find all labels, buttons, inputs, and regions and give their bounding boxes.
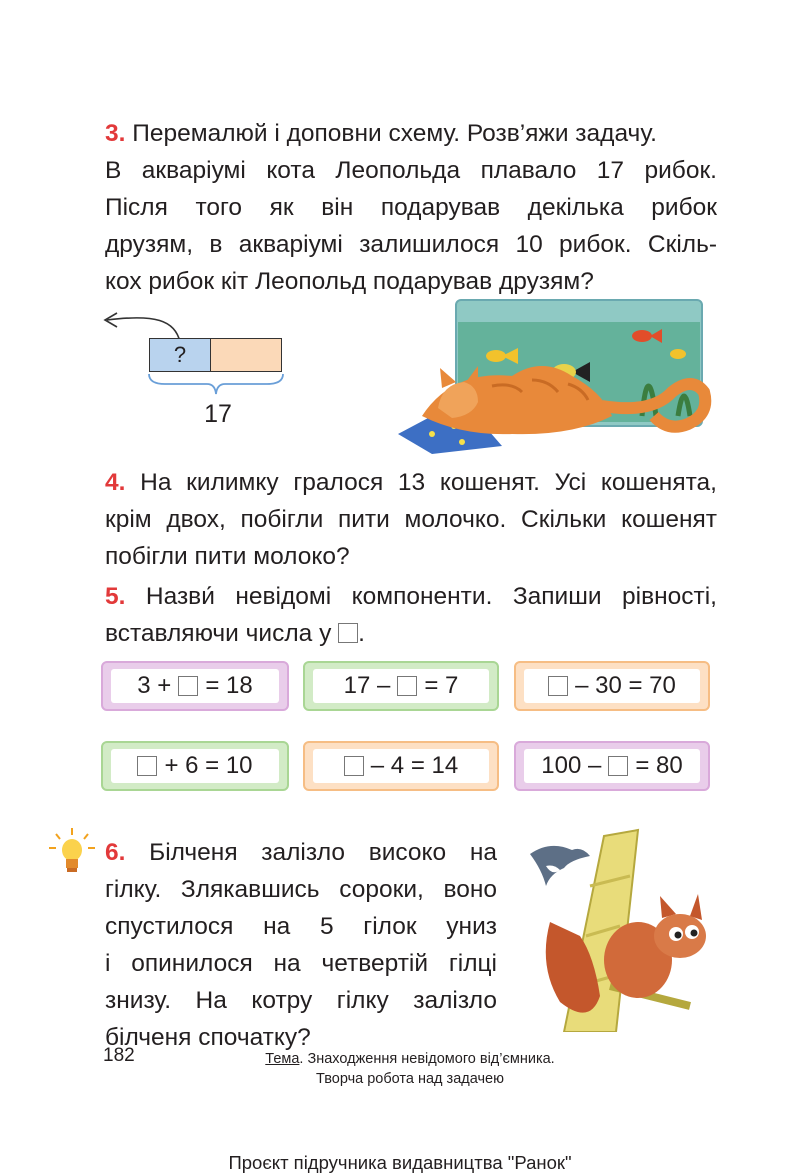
equation-left: 17 –	[343, 672, 391, 699]
task-4-text	[105, 464, 717, 575]
equation-right: – 30 = 70	[575, 672, 676, 699]
equation-right: = 7	[424, 672, 459, 699]
equation-card-3	[514, 661, 710, 711]
task-4-number: 4.	[105, 469, 126, 496]
task-5-line-2: вставляючи числа у	[105, 620, 332, 647]
topic-title: . Знаходження невідомого від’ємника.	[299, 1051, 555, 1067]
topic-caption	[200, 1049, 620, 1089]
answer-box[interactable]	[178, 676, 198, 696]
equation-right: = 80	[635, 752, 683, 779]
task-5-text: 5. Назви́ невідомі компоненти. Запиши рівності, вставляючи числа у .	[105, 583, 717, 647]
task-4-line-2: крім двох, побігли пити молочко. Скільки кошенят	[105, 506, 717, 533]
page-number: 182	[103, 1045, 135, 1066]
equation-left: 3 +	[137, 672, 172, 699]
publisher-note: Проєкт підручника видавництва "Ранок"	[228, 1152, 572, 1173]
equation-card-2	[303, 661, 499, 711]
equation-card-6	[514, 741, 710, 791]
lightbulb-icon	[46, 826, 98, 880]
equation-left: 100 –	[541, 752, 602, 779]
equation-card-5	[303, 741, 499, 791]
squirrel-magpie-illustration	[520, 826, 720, 1032]
answer-box[interactable]	[608, 756, 628, 776]
equation-right: + 6 = 10	[164, 752, 253, 779]
topic-label: Тема	[265, 1051, 300, 1067]
task-6-line-1: Білченя залізло високо на	[149, 839, 497, 866]
task-6-line-4: і опинилося на четвертій гілці	[105, 950, 497, 977]
task-4-line-1: На килимку гралося 13 кошенят. Усі кошенята,	[140, 469, 717, 496]
equation-right: – 4 = 14	[370, 752, 459, 779]
brace-icon	[145, 372, 287, 398]
task-3-text	[105, 115, 717, 300]
scheme-remaining-segment	[210, 338, 282, 372]
answer-box	[338, 623, 358, 643]
task-3-instruction: Перемалюй і доповни схему. Розв’яжи задачу.	[132, 120, 657, 147]
task-4-line-3: побігли пити молоко?	[105, 543, 350, 570]
task-3-line-3: друзям, в акваріумі залишилося 10 рибок. Скіль-	[105, 231, 717, 258]
topic-subtitle: Творча робота над задачею	[316, 1071, 504, 1087]
equation-card-1	[101, 661, 289, 711]
task-3-line-4: кох рибок кіт Леопольд подарував друзям?	[105, 268, 594, 295]
task-6-line-6: білченя спочатку?	[105, 1024, 311, 1051]
task-6-number: 6.	[105, 839, 126, 866]
task-3-number: 3.	[105, 120, 126, 147]
task-3-line-1: В акваріумі кота Леопольда плавало 17 рибок.	[105, 157, 717, 184]
answer-box[interactable]	[397, 676, 417, 696]
answer-box[interactable]	[548, 676, 568, 696]
answer-box[interactable]	[344, 756, 364, 776]
scheme-question-mark: ?	[173, 342, 187, 367]
answer-box[interactable]	[137, 756, 157, 776]
cat-aquarium-illustration	[392, 296, 714, 454]
scheme-unknown-segment	[149, 338, 211, 372]
task-6-line-2: гілку. Злякавшись сороки, воно	[105, 876, 497, 903]
task-6-text	[105, 834, 497, 1056]
task-5-number: 5.	[105, 583, 126, 610]
task-6-line-5: знизу. На котру гілку залізло	[105, 987, 497, 1014]
task-3-line-2: Після того як він подарував декілька рибок	[105, 194, 717, 221]
task-5-line-1: Назви́ невідомі компоненти. Запиши рівності,	[145, 583, 717, 610]
task-6-line-3: спустилося на 5 гілок униз	[105, 913, 497, 940]
equation-right: = 18	[205, 672, 253, 699]
scheme-total-label: 17	[204, 400, 232, 428]
equation-card-4	[101, 741, 289, 791]
